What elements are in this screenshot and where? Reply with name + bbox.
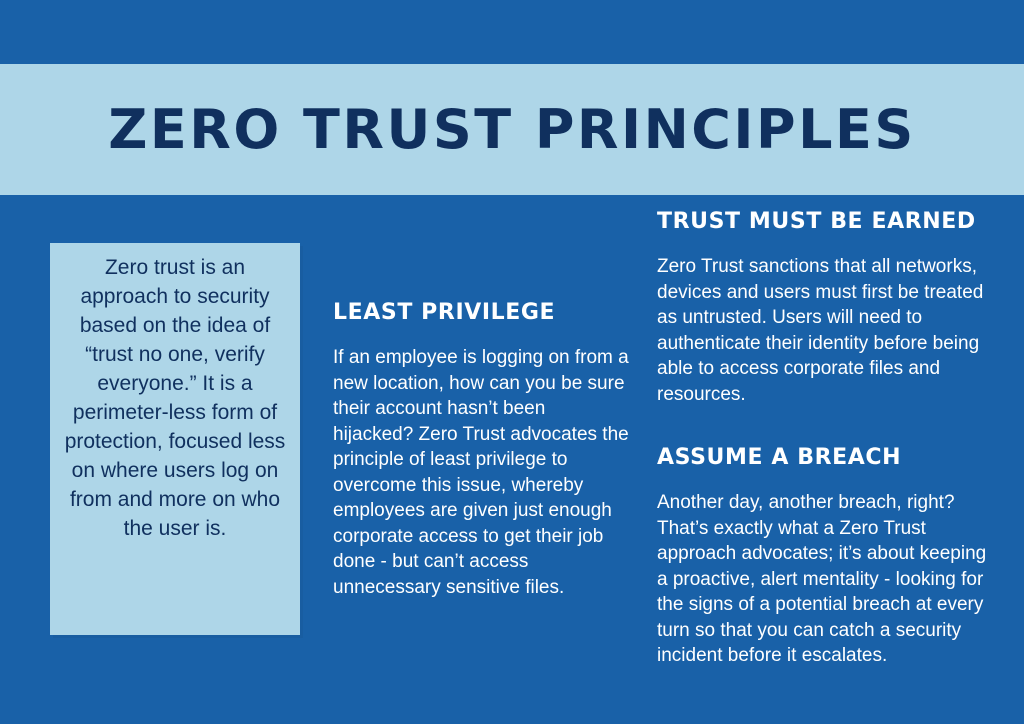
note-card — [50, 243, 300, 635]
column-right — [657, 209, 997, 669]
section-heading-assume-a-breach: ASSUME A BREACH — [657, 445, 902, 470]
column-middle — [333, 300, 629, 600]
section-body-trust-must-be-earned: Zero Trust sanctions that all networks, devices and users must first be treated as untrusted. Users will need to authenticate their identity before being able to access corporate files and resources. — [657, 256, 984, 405]
note-card-text: Zero trust is an approach to security based on the idea of “trust no one, verify everyone.” It is a perimeter-less form of protection, focused less on where users log on from and more on who the user is. — [64, 256, 286, 540]
section-body-least-privilege: If an employee is logging on from a new location, how can you be sure their account hasn’t been hijacked? Zero Trust advocates the principle of least privilege to overcome this issue, whereby employees are given just enough corporate access to get their job done - but can’t access unnecessary sensitive files. — [333, 347, 629, 598]
section-spacer — [657, 407, 997, 445]
page-title: ZERO TRUST PRINCIPLES — [108, 98, 916, 161]
section-heading-trust-must-be-earned: TRUST MUST BE EARNED — [657, 209, 976, 234]
section-heading-least-privilege: LEAST PRIVILEGE — [333, 300, 556, 325]
section-body-assume-a-breach: Another day, another breach, right? That’s exactly what a Zero Trust approach advocates; it’s about keeping a proactive, alert mentality - looking for the signs of a potential breach at every turn so that you can catch a security incident before it escalates. — [657, 492, 987, 666]
